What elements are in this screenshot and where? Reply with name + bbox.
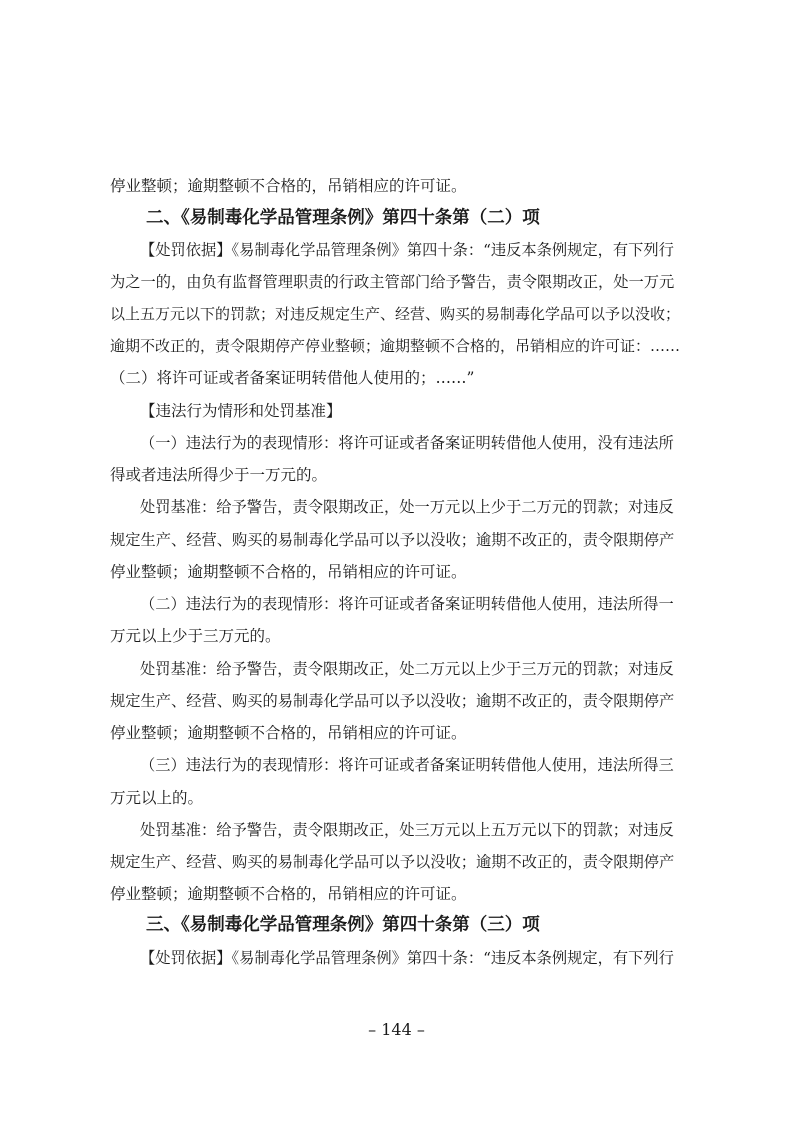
page-number: – 144 – [368,1020,425,1039]
text-line: 以上五万元以下的罚款；对违反规定生产、经营、购买的易制毒化学品可以予以没收； [110,305,681,323]
section-heading-3: 三、《易制毒化学品管理条例》第四十条第（三）项 [146,915,540,935]
text-line: 万元以上的。 [110,789,204,807]
text-line: 处罚基准：给予警告，责令限期改正，处三万元以上五万元以下的罚款；对违反 [140,821,674,839]
text-line: 规定生产、经营、购买的易制毒化学品可以予以没收；逾期不改正的，责令限期停产 [110,531,675,549]
text-line: 停业整顿；逾期整顿不合格的，吊销相应的许可证。 [110,177,467,195]
text-line: 万元以上少于三万元的。 [110,627,281,645]
text-line: （二）将许可证或者备案证明转借他人使用的；……” [110,369,475,387]
text-line: 停业整顿；逾期整顿不合格的，吊销相应的许可证。 [110,885,467,903]
text-line: 逾期不改正的，责令限期停产停业整顿；逾期整顿不合格的，吊销相应的许可证：…… [110,337,681,355]
section-heading-2: 二、《易制毒化学品管理条例》第四十条第（二）项 [146,208,540,228]
text-line: （一）违法行为的表现情形：将许可证或者备案证明转借他人使用，没有违法所 [140,434,674,452]
text-line: 为之一的，由负有监督管理职责的行政主管部门给予警告，责令限期改正，处一万元 [110,273,675,291]
text-line: 处罚基准：给予警告，责令限期改正，处二万元以上少于三万元的罚款；对违反 [140,660,674,678]
text-line: 规定生产、经营、购买的易制毒化学品可以予以没收；逾期不改正的，责令限期停产 [110,692,675,710]
text-line: （三）违法行为的表现情形：将许可证或者备案证明转借他人使用，违法所得三 [140,756,674,774]
text-line: 【违法行为情形和处罚基准】 [140,402,342,420]
text-line: 【处罚依据】《易制毒化学品管理条例》第四十条：“违反本条例规定，有下列行 [140,241,674,259]
text-line: 停业整顿；逾期整顿不合格的，吊销相应的许可证。 [110,563,467,581]
text-line: 得或者违法所得少于一万元的。 [110,466,328,484]
text-line: （二）违法行为的表现情形：将许可证或者备案证明转借他人使用，违法所得一 [140,595,674,613]
text-line: 处罚基准：给予警告，责令限期改正，处一万元以上少于二万元的罚款；对违反 [140,498,674,516]
text-line: 【处罚依据】《易制毒化学品管理条例》第四十条：“违反本条例规定，有下列行 [140,949,674,967]
text-line: 规定生产、经营、购买的易制毒化学品可以予以没收；逾期不改正的，责令限期停产 [110,853,675,871]
text-line: 停业整顿；逾期整顿不合格的，吊销相应的许可证。 [110,724,467,742]
